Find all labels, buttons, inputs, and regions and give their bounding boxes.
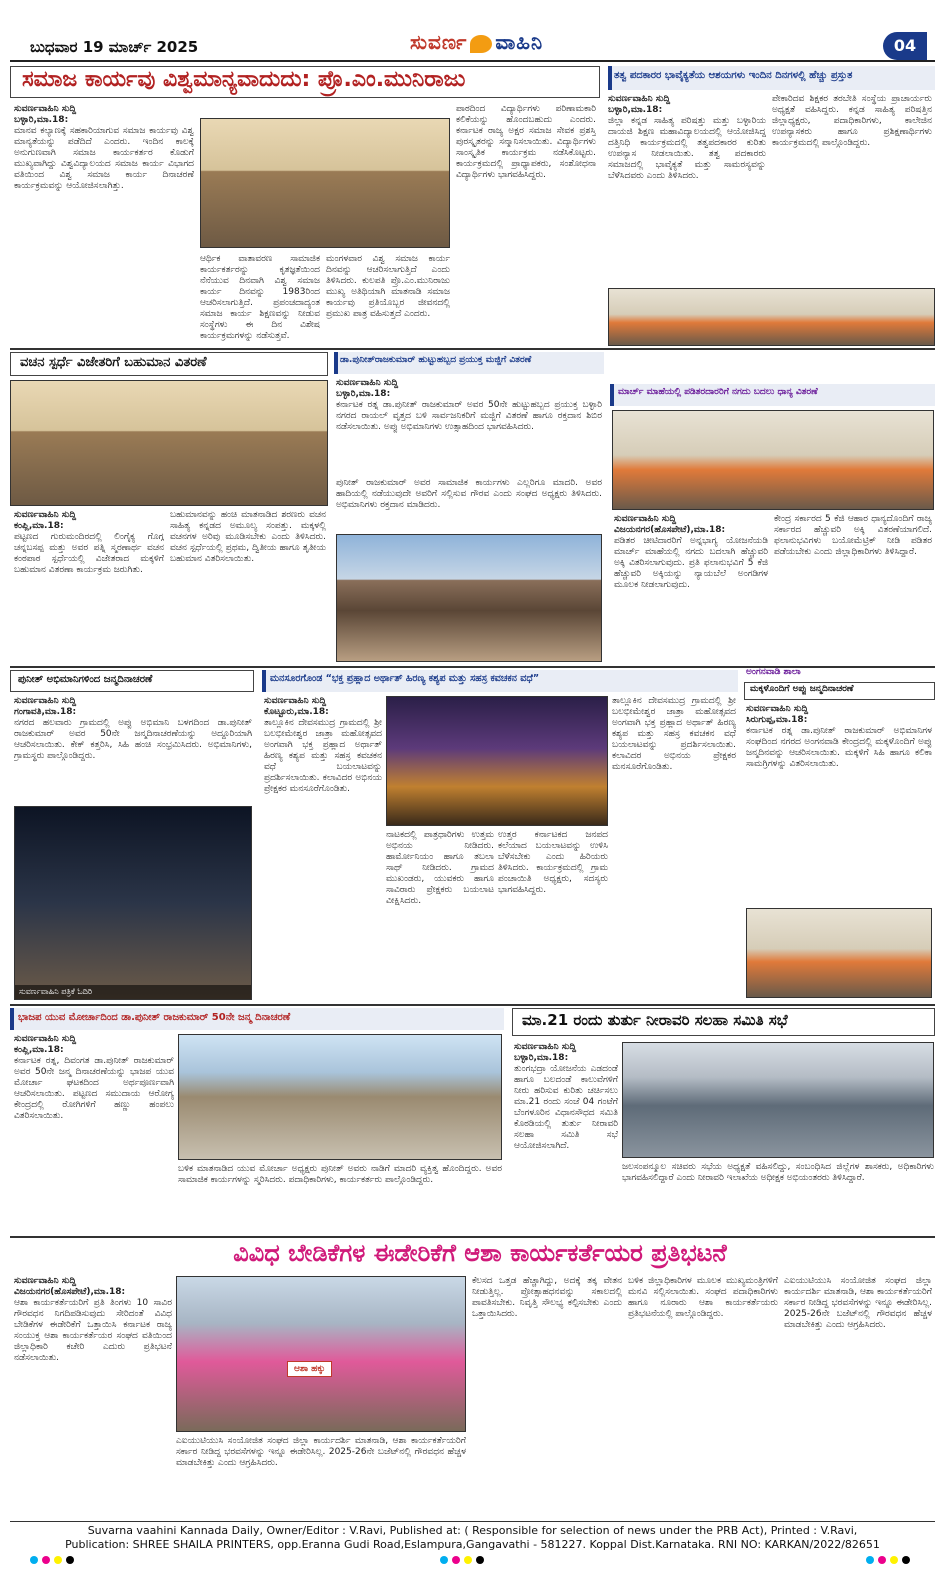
story5-headline: ಮಾರ್ಚ್ ಮಾಹೆಯಲ್ಲಿ ಪಡಿತರದಾರರಿಗೆ ನಗದು ಬದಲು ಧಾನ್ಯ ವಿತರಣೆ	[618, 387, 818, 397]
story3-headline: ವಚನ ಸ್ಪರ್ಧೆ ವಿಜೇತರಿಗೆ ಬಹುಮಾನ ವಿತರಣೆ	[20, 355, 207, 370]
story3-byline: ಸುವರ್ಣವಾಹಿನಿ ಸುದ್ದಿ	[14, 510, 77, 520]
story6-photo-caption: ಸುವರ್ಣವಾಹಿನಿ ಪತ್ರಿಕೆ ಓದಿರಿ	[15, 985, 251, 999]
section-divider-4	[10, 1236, 935, 1238]
story9-column-2	[178, 1164, 502, 1232]
story11-photo	[176, 1276, 466, 1432]
story1-column-1	[14, 104, 194, 344]
story2-photo	[608, 288, 935, 346]
registration-marks-center	[440, 1556, 484, 1564]
imprint-footer	[10, 1524, 935, 1552]
story3-column-1	[14, 510, 164, 660]
story6-headline: ಪುನೀತ್ ಅಭಿಮಾನಿಗಳಿಂದ ಜನ್ಮದಿನಾಚರಣೆ	[18, 674, 153, 685]
story4-para-1: ಕರ್ನಾಟಕ ರತ್ನ ಡಾ.ಪುನೀತ್ ರಾಜಕುಮಾರ್ ಅವರ 50ನೇ ಹುಟ್ಟುಹಬ್ಬದ ಪ್ರಯುಕ್ತ ಬಳ್ಳಾರಿ ನಗರದ ರಾಯಲ್ ವೃತ್ತದ ಬಳಿ ಸಾರ್ವಜನಿಕರಿಗೆ ಮಜ್ಜಿಗೆ ವಿತರಣೆ ಹಾಗೂ ರಕ್ತದಾನ ಶಿಬಿರ ನಡೆಸಲಾಯಿತು. ಅಪ್ಪು ಅಭಿಮಾನಿಗಳು ಉತ್ಸಾಹದಿಂದ ಭಾಗವಹಿಸಿದರು.	[336, 400, 602, 432]
story10-column-1	[514, 1042, 618, 1232]
black-mark	[902, 1556, 910, 1564]
story1-photo	[200, 118, 450, 248]
story1-para-3: ಮಂಗಳವಾರ ವಿಶ್ವ ಸಮಾಜ ಕಾರ್ಯ ದಿನವನ್ನು ಆಚರಿಸಲಾಗುತ್ತಿದೆ ಎಂದು ತಿಳಿಸಿದರು. ಕುಲಪತಿ ಪ್ರೊ.ಎಂ.ಮುನಿರಾಜು ಮುಖ್ಯ ಅತಿಥಿಯಾಗಿ ಮಾತನಾಡಿ ಸಮಾಜ ಕಾರ್ಯವು ಪ್ರತಿಯೊಬ್ಬರ ಜೀವನದಲ್ಲಿ ಪ್ರಮುಖ ಪಾತ್ರ ವಹಿಸುತ್ತದೆ ಎಂದರು.	[326, 254, 450, 319]
story7-byline: ಸುವರ್ಣವಾಹಿನಿ ಸುದ್ದಿ	[264, 696, 327, 706]
story7-column-2	[386, 830, 494, 1000]
story8-place: ಸಿರುಗುಪ್ಪ,ಮಾ.18:	[746, 715, 808, 725]
story8-column-1	[746, 704, 932, 904]
story8-headline-line2: ಮಕ್ಕಳೊಂದಿಗೆ ಅಪ್ಪು ಜನ್ಮದಿನಾಚರಣೆ	[750, 684, 854, 694]
story9-para-1: ಕರ್ನಾಟಕ ರತ್ನ, ದಿವಂಗತ ಡಾ.ಪುನೀತ್ ರಾಜಕುಮಾರ್ ಅವರ 50ನೇ ಜನ್ಮ ದಿನಾಚರಣೆಯನ್ನು ಭಾಜಪ ಯುವ ಮೋರ್ಚಾ ಘಟಕದಿಂದ ಅರ್ಥಪೂರ್ಣವಾಗಿ ಆಚರಿಸಲಾಯಿತು. ಪಟ್ಟಣದ ಸಮುದಾಯ ಆರೋಗ್ಯ ಕೇಂದ್ರದಲ್ಲಿ ರೋಗಿಗಳಿಗೆ ಹಣ್ಣು ಹಂಪಲು ವಿತರಿಸಲಾಯಿತು.	[14, 1056, 174, 1121]
story11-column-5	[784, 1276, 932, 1520]
story1-column-3	[326, 254, 450, 344]
story4-para-2: ಪುನೀತ್ ರಾಜಕುಮಾರ್ ಅವರ ಸಾಮಾಜಿಕ ಕಾರ್ಯಗಳು ಎಲ್ಲರಿಗೂ ಮಾದರಿ. ಅವರ ಹಾದಿಯಲ್ಲಿ ನಡೆಯುವುದೇ ಅವರಿಗೆ ಸಲ್ಲಿಸುವ ಗೌರವ ಎಂದು ಸಂಘದ ಅಧ್ಯಕ್ಷರು ತಿಳಿಸಿದರು. ಅಭಿಮಾನಿಗಳು ರಕ್ತದಾನ ಮಾಡಿದರು.	[336, 478, 602, 510]
page-number: 04	[883, 32, 927, 60]
story4-column-1	[336, 378, 602, 474]
story6-place: ಗಂಗಾವತಿ,ಮಾ.18:	[14, 707, 77, 717]
story9-place: ಕಂಪ್ಲಿ,ಮಾ.18:	[14, 1045, 64, 1055]
story11-column-2	[176, 1436, 466, 1520]
black-mark	[66, 1556, 74, 1564]
story11-place: ವಿಜಯನಗರ(ಹೊಸಪೇಟೆ),ಮಾ.18:	[14, 1287, 126, 1297]
story11-column-3	[472, 1276, 622, 1520]
story1-para-2: ಆರ್ಥಿಕ ವಾತಾವರಣ ಸಾಮಾಜಿಕ ಕಾರ್ಯಕರ್ತರನ್ನು ಕೃತಜ್ಞತೆಯಿಂದ ನೆನೆಯುವ ದಿನವಾಗಿ ವಿಶ್ವ ಸಮಾಜ ಕಾರ್ಯ ದಿನವನ್ನು 1983ರಿಂದ ಆಚರಿಸಲಾಗುತ್ತಿದೆ. ಪ್ರಪಂಚದಾದ್ಯಂತ ಸಮಾಜ ಕಾರ್ಯ ಶಿಕ್ಷಣವನ್ನು ನೀಡುವ ಸಂಸ್ಥೆಗಳು ಈ ದಿನ ವಿಶೇಷ ಕಾರ್ಯಕ್ರಮಗಳನ್ನು ನಡೆಸುತ್ತವೆ.	[200, 254, 320, 341]
story1-column-4	[456, 104, 596, 344]
story5-photo	[612, 410, 934, 510]
story6-para-1: ನಗರದ ಹಲವಾರು ಗ್ರಾಮದಲ್ಲಿ ಅಪ್ಪು ಅಭಿಮಾನಿ ಬಳಗದಿಂದ ಡಾ.ಪುನೀತ್ ರಾಜಕುಮಾರ್ ಅವರ 50ನೇ ಜನ್ಮದಿನಾಚರಣೆಯನ್ನು ಅದ್ದೂರಿಯಾಗಿ ಆಚರಿಸಲಾಯಿತು. ಕೇಕ್ ಕತ್ತರಿಸಿ, ಸಿಹಿ ಹಂಚಿ ಸಂಭ್ರಮಿಸಿದರು. ಅಭಿಮಾನಿಗಳು, ಗ್ರಾಮಸ್ಥರು ಪಾಲ್ಗೊಂಡಿದ್ದರು.	[14, 718, 252, 761]
story7-para-2: ನಾಟಕದಲ್ಲಿ ಪಾತ್ರಧಾರಿಗಳು ಉತ್ತಮ ಅಭಿನಯ ನೀಡಿದರು. ಹಾರ್ಮೋನಿಯಂ ಹಾಗೂ ತಬಲಾ ಸಾಥ್ ನೀಡಿದರು. ಗ್ರಾಮದ ಮುಖಂಡರು, ಯುವಕರು ಹಾಗೂ ಸಾವಿರಾರು ಪ್ರೇಕ್ಷಕರು ಬಯಲಾಟ ವೀಕ್ಷಿಸಿದರು.	[386, 830, 494, 906]
flame-icon	[470, 35, 492, 53]
story3-para-2: ಬಹುಮಾನವನ್ನು ಹಂಚಿ ಮಾತನಾಡಿದ ಶರಣರು ವಚನ ಸಾಹಿತ್ಯ ಕನ್ನಡದ ಅಮೂಲ್ಯ ಸಂಪತ್ತು. ಮಕ್ಕಳಲ್ಲಿ ವಚನಗಳ ಅರಿವು ಮೂಡಿಸಬೇಕು ಎಂದು ತಿಳಿಸಿದರು. ವಚನ ಸ್ಪರ್ಧೆಯಲ್ಲಿ ಪ್ರಥಮ, ದ್ವಿತೀಯ ಹಾಗೂ ತೃತೀಯ ಬಹುಮಾನ ವಿತರಿಸಲಾಯಿತು.	[170, 510, 326, 564]
story11-headline: ವಿವಿಧ ಬೇಡಿಕೆಗಳ ಈಡೇರಿಕೆಗೆ ಆಶಾ ಕಾರ್ಯಕರ್ತೆಯರ ಪ್ರತಿಭಟನೆ	[233, 1239, 727, 1267]
logo-part-2: ವಾಹಿನಿ	[495, 30, 544, 54]
story5-column-2	[774, 514, 932, 662]
story11-byline: ಸುವರ್ಣವಾಹಿನಿ ಸುದ್ದಿ	[14, 1276, 77, 1286]
story1-byline: ಸುವರ್ಣವಾಹಿನಿ ಸುದ್ದಿ	[14, 104, 77, 114]
section-divider-1	[10, 348, 935, 350]
story2-headline: ತತ್ವ ಪದಕಾರರ ಭಾವೈಕ್ಯತೆಯ ಆಶಯಗಳು ಇಂದಿನ ದಿನಗಳಲ್ಲಿ ಹೆಚ್ಚು ಪ್ರಸ್ತುತ	[614, 70, 853, 81]
story11-column-1	[14, 1276, 172, 1520]
story1-para-1: ಮಾನವ ಕಲ್ಯಾಣಕ್ಕೆ ಸಹಕಾರಿಯಾಗುವ ಸಮಾಜ ಕಾರ್ಯವು ವಿಶ್ವ ಮಾನ್ಯತೆಯನ್ನು ಪಡೆದಿದೆ ಎಂದರು. ಇಂದಿನ ಕಾಲಕ್ಕೆ ಅನುಗುಣವಾಗಿ ಸಮಾಜ ಕಾರ್ಯಕರ್ತರ ಕೊಡುಗೆ ಮುಖ್ಯವಾಗಿದ್ದು ವಿಶ್ವವಿದ್ಯಾಲಯದ ಸಮಾಜ ಕಾರ್ಯ ವಿಭಾಗದ ವತಿಯಿಂದ ವಿಶ್ವ ಸಮಾಜ ಕಾರ್ಯ ದಿನಾಚರಣೆ ಕಾರ್ಯಕ್ರಮವನ್ನು ಆಯೋಜಿಸಲಾಗಿತ್ತು.	[14, 126, 194, 191]
story4-byline: ಸುವರ್ಣವಾಹಿನಿ ಸುದ್ದಿ	[336, 378, 399, 388]
newspaper-logo	[410, 30, 543, 54]
black-mark	[476, 1556, 484, 1564]
registration-marks-left	[30, 1556, 74, 1564]
story9-photo	[178, 1034, 502, 1160]
story9-para-2: ಬಳಿಕ ಮಾತನಾಡಿದ ಯುವ ಮೋರ್ಚಾ ಅಧ್ಯಕ್ಷರು ಪುನೀತ್ ಅವರು ನಾಡಿಗೆ ಮಾದರಿ ವ್ಯಕ್ತಿತ್ವ ಹೊಂದಿದ್ದರು. ಅವರ ಸಾಮಾಜಿಕ ಕಾರ್ಯಗಳನ್ನು ಸ್ಮರಿಸಿದರು. ಪದಾಧಿಕಾರಿಗಳು, ಕಾರ್ಯಕರ್ತರು ಪಾಲ್ಗೊಂಡಿದ್ದರು.	[178, 1164, 502, 1185]
story10-para-1: ತುಂಗಭದ್ರಾ ಯೋಜನೆಯ ಎಡದಂಡೆ ಹಾಗೂ ಬಲದಂಡೆ ಕಾಲುವೆಗಳಿಗೆ ನೀರು ಹರಿಸುವ ಕುರಿತು ಚರ್ಚಿಸಲು ಮಾ.21 ರಂದು ಸಂಜೆ 04 ಗಂಟೆಗೆ ಬೆಂಗಳೂರಿನ ವಿಧಾನಸೌಧದ ಸಮಿತಿ ಕೊಠಡಿಯಲ್ಲಿ ತುರ್ತು ನೀರಾವರಿ ಸಲಹಾ ಸಮಿತಿ ಸಭೆ ಆಯೋಜಿಸಲಾಗಿದೆ.	[514, 1064, 618, 1151]
magenta-mark	[42, 1556, 50, 1564]
cyan-mark	[866, 1556, 874, 1564]
story6-column-1	[14, 696, 252, 802]
story11-column-4	[628, 1276, 778, 1520]
yellow-mark	[464, 1556, 472, 1564]
imprint-line-1: Suvarna vaahini Kannada Daily, Owner/Editor : V.Ravi, Published at: ( Responsible for selection of news under the PRB Act), Printed : V.Ravi,	[87, 1524, 858, 1537]
section-divider-3	[10, 1004, 935, 1006]
registration-marks-right	[866, 1556, 910, 1564]
story5-byline: ಸುವರ್ಣವಾಹಿನಿ ಸುದ್ದಿ	[614, 514, 677, 524]
story11-para-4: ಬಳಿಕ ಜಿಲ್ಲಾಧಿಕಾರಿಗಳ ಮೂಲಕ ಮುಖ್ಯಮಂತ್ರಿಗಳಿಗೆ ಮನವಿ ಸಲ್ಲಿಸಲಾಯಿತು. ಸಂಘದ ಪದಾಧಿಕಾರಿಗಳು ಹಾಗೂ ನೂರಾರು ಆಶಾ ಕಾರ್ಯಕರ್ತೆಯರು ಪ್ರತಿಭಟನೆಯಲ್ಲಿ ಪಾಲ್ಗೊಂಡಿದ್ದರು.	[628, 1276, 778, 1319]
story5-column-1	[614, 514, 768, 662]
story7-column-4	[612, 696, 736, 1000]
story2-para-2: ಪೇಕಾರಿದವ ಶಿಕ್ಷಕರ ತರಬೇತಿ ಸಂಸ್ಥೆಯ ಪ್ರಾಚಾರ್ಯರು ಅಧ್ಯಕ್ಷತೆ ವಹಿಸಿದ್ದರು. ಕನ್ನಡ ಸಾಹಿತ್ಯ ಪರಿಷತ್ತಿನ ಜಿಲ್ಲಾಧ್ಯಕ್ಷರು, ಪದಾಧಿಕಾರಿಗಳು, ಕಾಲೇಜಿನ ಉಪನ್ಯಾಸಕರು ಹಾಗೂ ಪ್ರಶಿಕ್ಷಣಾರ್ಥಿಗಳು ಕಾರ್ಯಕ್ರಮದಲ್ಲಿ ಪಾಲ್ಗೊಂಡಿದ್ದರು.	[772, 94, 932, 148]
story3-column-2	[170, 510, 326, 660]
story2-place: ಬಳ್ಳಾರಿ,ಮಾ.18:	[608, 105, 663, 115]
yellow-mark	[890, 1556, 898, 1564]
story9-byline: ಸುವರ್ಣವಾಹಿನಿ ಸುದ್ದಿ	[14, 1034, 77, 1044]
story1-place: ಬಳ್ಳಾರಿ,ಮಾ.18:	[14, 115, 69, 125]
story5-para-2: ಕೇಂದ್ರ ಸರ್ಕಾರದ 5 ಕೆಜಿ ಆಹಾರ ಧಾನ್ಯದೊಂದಿಗೆ ರಾಜ್ಯ ಸರ್ಕಾರದ ಹೆಚ್ಚುವರಿ ಅಕ್ಕಿ ವಿತರಣೆಯಾಗಲಿದೆ. ಫಲಾನುಭವಿಗಳು ಬಯೋಮೆಟ್ರಿಕ್ ನೀಡಿ ಪಡಿತರ ಪಡೆಯಬೇಕು ಎಂದು ಜಿಲ್ಲಾಧಿಕಾರಿಗಳು ತಿಳಿಸಿದ್ದಾರೆ.	[774, 514, 932, 557]
story7-para-3b: ತಾಲ್ಲೂಕಿನ ದೇವಸಮುದ್ರ ಗ್ರಾಮದಲ್ಲಿ ಶ್ರೀ ಬಲಭೀಮೇಶ್ವರ ಜಾತ್ರಾ ಮಹೋತ್ಸವದ ಅಂಗವಾಗಿ ಭಕ್ತ ಪ್ರಹ್ಲಾದ ಅರ್ಥಾತ್ ಹಿರಣ್ಯ ಕಶ್ಯಪ ಮತ್ತು ಸಹಸ್ರ ಕವಚಕನ ವಧೆ ಬಯಲಾಟವನ್ನು ಪ್ರದರ್ಶಿಸಲಾಯಿತು. ಕಲಾವಿದರ ಅಭಿನಯ ಪ್ರೇಕ್ಷಕರ ಮನಸೂರೆಗೊಂಡಿತು.	[612, 696, 736, 772]
story5-para-1: ಪಡಿತರ ಚೀಟಿದಾರರಿಗೆ ಅನ್ನಭಾಗ್ಯ ಯೋಜನೆಯಡಿ ಮಾರ್ಚ್ ಮಾಹೆಯಲ್ಲಿ ನಗದು ಬದಲಾಗಿ ಹೆಚ್ಚುವರಿ ಅಕ್ಕಿ ವಿತರಿಸಲಾಗುವುದು. ಪ್ರತಿ ಫಲಾನುಭವಿಗೆ 5 ಕೆಜಿ ಹೆಚ್ಚುವರಿ ಅಕ್ಕಿಯನ್ನು ನ್ಯಾಯಬೆಲೆ ಅಂಗಡಿಗಳ ಮೂಲಕ ನೀಡಲಾಗುವುದು.	[614, 536, 768, 590]
story4-column-2	[336, 478, 602, 530]
story2-column-1	[608, 94, 766, 284]
story8-photo	[746, 908, 932, 998]
imprint-line-2: Publication: SHREE SHAILA PRINTERS, opp.Eranna Gudi Road,Eslampura,Gangavathi - 581227. Koppal Dist.Karnataka. RNI NO: KARKAN/2022/82651	[65, 1538, 880, 1551]
story8-byline: ಸುವರ್ಣವಾಹಿನಿ ಸುದ್ದಿ	[746, 704, 809, 714]
story7-headline: ಮನಸೂರಗೊಂಡ “ಭಕ್ತ ಪ್ರಹ್ಲಾದ ಅರ್ಥಾತ್ ಹಿರಣ್ಯ ಕಶ್ಯಪ ಮತ್ತು ಸಹಸ್ರ ಕವಚಕನ ವಧೆ”	[270, 673, 540, 684]
cyan-mark	[30, 1556, 38, 1564]
story8-headline-line1: ಅಂಗನವಾಡಿ ಶಾಲಾ	[746, 667, 801, 677]
story10-column-2	[622, 1162, 934, 1232]
story6-photo	[14, 806, 252, 1000]
story2-para-1: ಜಿಲ್ಲಾ ಕನ್ನಡ ಸಾಹಿತ್ಯ ಪರಿಷತ್ತು ಮತ್ತು ಬಳ್ಳಾರಿಯ ದಾಯಜಿ ಶಿಕ್ಷಣ ಮಹಾವಿದ್ಯಾಲಯದಲ್ಲಿ ಆಯೋಜಿಸಿದ್ದ ದತ್ತಿನಿಧಿ ಕಾರ್ಯಕ್ರಮದಲ್ಲಿ ತತ್ವಪದಕಾರರ ಕುರಿತು ಉಪನ್ಯಾಸ ನೀಡಲಾಯಿತು. ತತ್ವ ಪದಕಾರರು ಸಮಾಜದಲ್ಲಿ ಭಾವೈಕ್ಯತೆ ಮತ್ತು ಸಾಮರಸ್ಯವನ್ನು ಬೆಳೆಸಿದವರು ಎಂದು ತಿಳಿಸಿದರು.	[608, 116, 766, 181]
story11-para-1: ಆಶಾ ಕಾರ್ಯಕರ್ತೆಯರಿಗೆ ಪ್ರತಿ ತಿಂಗಳು 10 ಸಾವಿರ ಗೌರವಧನ ನಿಗದಿಪಡಿಸುವುದು ಸೇರಿದಂತೆ ವಿವಿಧ ಬೇಡಿಕೆಗಳ ಈಡೇರಿಕೆಗೆ ಒತ್ತಾಯಿಸಿ ಕರ್ನಾಟಕ ರಾಜ್ಯ ಸಂಯುಕ್ತ ಆಶಾ ಕಾರ್ಯಕರ್ತೆಯರ ಸಂಘದ ವತಿಯಿಂದ ಜಿಲ್ಲಾಧಿಕಾರಿ ಕಚೇರಿ ಎದುರು ಪ್ರತಿಭಟನೆ ನಡೆಸಲಾಯಿತು.	[14, 1298, 172, 1363]
story4-headline: ಡಾ.ಪುನೀತ್‌ರಾಜಕುಮಾರ್ ಹುಟ್ಟುಹಬ್ಬದ ಪ್ರಯುಕ್ತ ಮಜ್ಜಿಗೆ ವಿತರಣೆ	[340, 355, 532, 365]
magenta-mark	[878, 1556, 886, 1564]
story11-para-5: ಎಐಯುಟಿಯುಸಿ ಸಂಯೋಜಿತ ಸಂಘದ ಜಿಲ್ಲಾ ಕಾರ್ಯದರ್ಶಿ ಮಾತನಾಡಿ, ಆಶಾ ಕಾರ್ಯಕರ್ತೆಯರಿಗೆ ಸರ್ಕಾರ ನೀಡಿದ್ದ ಭರವಸೆಗಳನ್ನು ಇನ್ನೂ ಈಡೇರಿಸಿಲ್ಲ. 2025-26ನೇ ಬಜೆಟ್‌ನಲ್ಲಿ ಗೌರವಧನ ಹೆಚ್ಚಳ ಮಾಡಬೇಕಿತ್ತು ಎಂದು ಆಗ್ರಹಿಸಿದರು.	[784, 1276, 932, 1330]
story1-column-2	[200, 254, 320, 344]
story2-column-2	[772, 94, 932, 284]
story3-para-1: ಪಟ್ಟಣದ ಗುರುಮಂದಿರದಲ್ಲಿ ಲಿಂಗೈಕ್ಯ ಗೊಗ್ಗ ಚನ್ನಬಸಪ್ಪ ಮತ್ತು ಅವರ ಪತ್ನಿ ಸ್ಮರಣಾರ್ಥ ವಚನ ಕಂಠಪಾಠ ಸ್ಪರ್ಧೆಯಲ್ಲಿ ವಿಜೇತರಾದ ಮಕ್ಕಳಿಗೆ ಬಹುಮಾನ ವಿತರಣಾ ಕಾರ್ಯಕ್ರಮ ಜರುಗಿತು.	[14, 532, 164, 575]
story11-protest-banner: ಆಶಾ ಹಕ್ಕು	[287, 1361, 332, 1377]
story11-para-3: ಕೆಲಸದ ಒತ್ತಡ ಹೆಚ್ಚಾಗಿದ್ದು, ಅದಕ್ಕೆ ತಕ್ಕ ವೇತನ ನೀಡುತ್ತಿಲ್ಲ. ಪ್ರೋತ್ಸಾಹಧನವನ್ನು ಸಕಾಲದಲ್ಲಿ ಪಾವತಿಸಬೇಕು. ನಿವೃತ್ತಿ ಸೌಲಭ್ಯ ಕಲ್ಪಿಸಬೇಕು ಎಂದು ಒತ್ತಾಯಿಸಿದರು.	[472, 1276, 622, 1319]
story9-headline: ಭಾಜಪ ಯುವ ಮೋರ್ಚಾದಿಂದ ಡಾ.ಪುನೀತ್ ರಾಜಕುಮಾರ್ 50ನೇ ಜನ್ಮ ದಿನಾಚರಣೆ	[18, 1012, 291, 1023]
story10-byline: ಸುವರ್ಣವಾಹಿನಿ ಸುದ್ದಿ	[514, 1042, 577, 1052]
story4-photo	[336, 534, 602, 662]
story7-place: ಕೊಟ್ಟೂರು,ಮಾ.18:	[264, 707, 329, 717]
story10-headline: ಮಾ.21 ರಂದು ತುರ್ತು ನೀರಾವರಿ ಸಲಹಾ ಸಮಿತಿ ಸಭೆ	[522, 1011, 788, 1029]
footer-divider	[10, 1521, 935, 1522]
logo-part-1: ಸುವರ್ಣ	[410, 30, 468, 54]
story1-para-4: ಪಾಠದಿಂದ ವಿದ್ಯಾರ್ಥಿಗಳು ಪರಿಣಾಮಕಾರಿ ಕಲಿಕೆಯನ್ನು ಹೊಂದಬಹುದು ಎಂದರು. ಕರ್ನಾಟಕ ರಾಜ್ಯ ಅಕ್ಷರ ಸಮಾಜ ಸೇವಕ ಪ್ರಶಸ್ತಿ ಪುರಸ್ಕೃತರನ್ನು ಸನ್ಮಾನಿಸಲಾಯಿತು. ವಿದ್ಯಾರ್ಥಿಗಳು ಸಾಂಸ್ಕೃತಿಕ ಕಾರ್ಯಕ್ರಮ ನಡೆಸಿಕೊಟ್ಟರು. ಕಾರ್ಯಕ್ರಮದಲ್ಲಿ ಪ್ರಾಧ್ಯಾಪಕರು, ಸಂಶೋಧನಾ ವಿದ್ಯಾರ್ಥಿಗಳು ಭಾಗವಹಿಸಿದ್ದರು.	[456, 104, 596, 180]
story10-para-2: ಜಲಸಂಪನ್ಮೂಲ ಸಚಿವರು ಸಭೆಯ ಅಧ್ಯಕ್ಷತೆ ವಹಿಸಲಿದ್ದು, ಸಂಬಂಧಿಸಿದ ಜಿಲ್ಲೆಗಳ ಶಾಸಕರು, ಅಧಿಕಾರಿಗಳು ಭಾಗವಹಿಸಲಿದ್ದಾರೆ ಎಂದು ನೀರಾವರಿ ಇಲಾಖೆಯ ಅಧೀಕ್ಷಕ ಅಭಿಯಂತರರು ತಿಳಿಸಿದ್ದಾರೆ.	[622, 1162, 934, 1183]
yellow-mark	[54, 1556, 62, 1564]
story7-photo	[386, 696, 608, 826]
story1-headline: ಸಮಾಜ ಕಾರ್ಯವು ವಿಶ್ವಮಾನ್ಯವಾದುದು: ಪ್ರೊ.ಎಂ.ಮುನಿರಾಜು	[22, 67, 466, 92]
story9-column-1	[14, 1034, 174, 1232]
masthead	[10, 32, 935, 62]
issue-date: ಬುಧವಾರ 19 ಮಾರ್ಚ್ 2025	[30, 38, 199, 56]
story4-place: ಬಳ್ಳಾರಿ,ಮಾ.18:	[336, 389, 391, 399]
magenta-mark	[452, 1556, 460, 1564]
story8-para-1: ಕರ್ನಾಟಕ ರತ್ನ ಡಾ.ಪುನೀತ್ ರಾಜಕುಮಾರ್ ಅಭಿಮಾನಿಗಳ ಸಂಘದಿಂದ ನಗರದ ಅಂಗನವಾಡಿ ಕೇಂದ್ರದಲ್ಲಿ ಮಕ್ಕಳೊಂದಿಗೆ ಅಪ್ಪು ಜನ್ಮದಿನವನ್ನು ಆಚರಿಸಲಾಯಿತು. ಮಕ್ಕಳಿಗೆ ಸಿಹಿ ಹಾಗೂ ಕಲಿಕಾ ಸಾಮಗ್ರಿಗಳನ್ನು ವಿತರಿಸಲಾಯಿತು.	[746, 726, 932, 769]
story11-para-2: ಎಐಯುಟಿಯುಸಿ ಸಂಯೋಜಿತ ಸಂಘದ ಜಿಲ್ಲಾ ಕಾರ್ಯದರ್ಶಿ ಮಾತನಾಡಿ, ಆಶಾ ಕಾರ್ಯಕರ್ತೆಯರಿಗೆ ಸರ್ಕಾರ ನೀಡಿದ್ದ ಭರವಸೆಗಳನ್ನು ಇನ್ನೂ ಈಡೇರಿಸಿಲ್ಲ. 2025-26ನೇ ಬಜೆಟ್‌ನಲ್ಲಿ ಗೌರವಧನ ಹೆಚ್ಚಳ ಮಾಡಬೇಕಿತ್ತು ಎಂದು ಆಗ್ರಹಿಸಿದರು.	[176, 1436, 466, 1468]
story3-place: ಕಂಪ್ಲಿ,ಮಾ.18:	[14, 521, 64, 531]
story7-column-1	[264, 696, 382, 1000]
story7-para-1: ತಾಲ್ಲೂಕಿನ ದೇವಸಮುದ್ರ ಗ್ರಾಮದಲ್ಲಿ ಶ್ರೀ ಬಲಭೀಮೇಶ್ವರ ಜಾತ್ರಾ ಮಹೋತ್ಸವದ ಅಂಗವಾಗಿ ಭಕ್ತ ಪ್ರಹ್ಲಾದ ಅರ್ಥಾತ್ ಹಿರಣ್ಯ ಕಶ್ಯಪ ಮತ್ತು ಸಹಸ್ರ ಕವಚಕನ ವಧೆ ಬಯಲಾಟವನ್ನು ಪ್ರದರ್ಶಿಸಲಾಯಿತು. ಕಲಾವಿದರ ಅಭಿನಯ ಪ್ರೇಕ್ಷಕರ ಮನಸೂರೆಗೊಂಡಿತು.	[264, 718, 382, 794]
story10-place: ಬಳ್ಳಾರಿ,ಮಾ.18:	[514, 1053, 569, 1063]
cyan-mark	[440, 1556, 448, 1564]
story2-byline: ಸುವರ್ಣವಾಹಿನಿ ಸುದ್ದಿ	[608, 94, 671, 104]
story10-photo	[622, 1042, 934, 1158]
story5-place: ವಿಜಯನಗರ(ಹೊಸಪೇಟೆ),ಮಾ.18:	[614, 525, 726, 535]
story6-byline: ಸುವರ್ಣವಾಹಿನಿ ಸುದ್ದಿ	[14, 696, 77, 706]
story3-photo	[10, 380, 328, 506]
story7-para-3: ಉತ್ತರ ಕರ್ನಾಟಕದ ಜನಪದ ಕಲೆಯಾದ ಬಯಲಾಟವನ್ನು ಉಳಿಸಿ ಬೆಳೆಸಬೇಕು ಎಂದು ಹಿರಿಯರು ತಿಳಿಸಿದರು. ಕಾರ್ಯಕ್ರಮದಲ್ಲಿ ಗ್ರಾಮ ಪಂಚಾಯಿತಿ ಅಧ್ಯಕ್ಷರು, ಸದಸ್ಯರು ಭಾಗವಹಿಸಿದ್ದರು.	[498, 830, 608, 895]
story7-column-3	[498, 830, 608, 1000]
